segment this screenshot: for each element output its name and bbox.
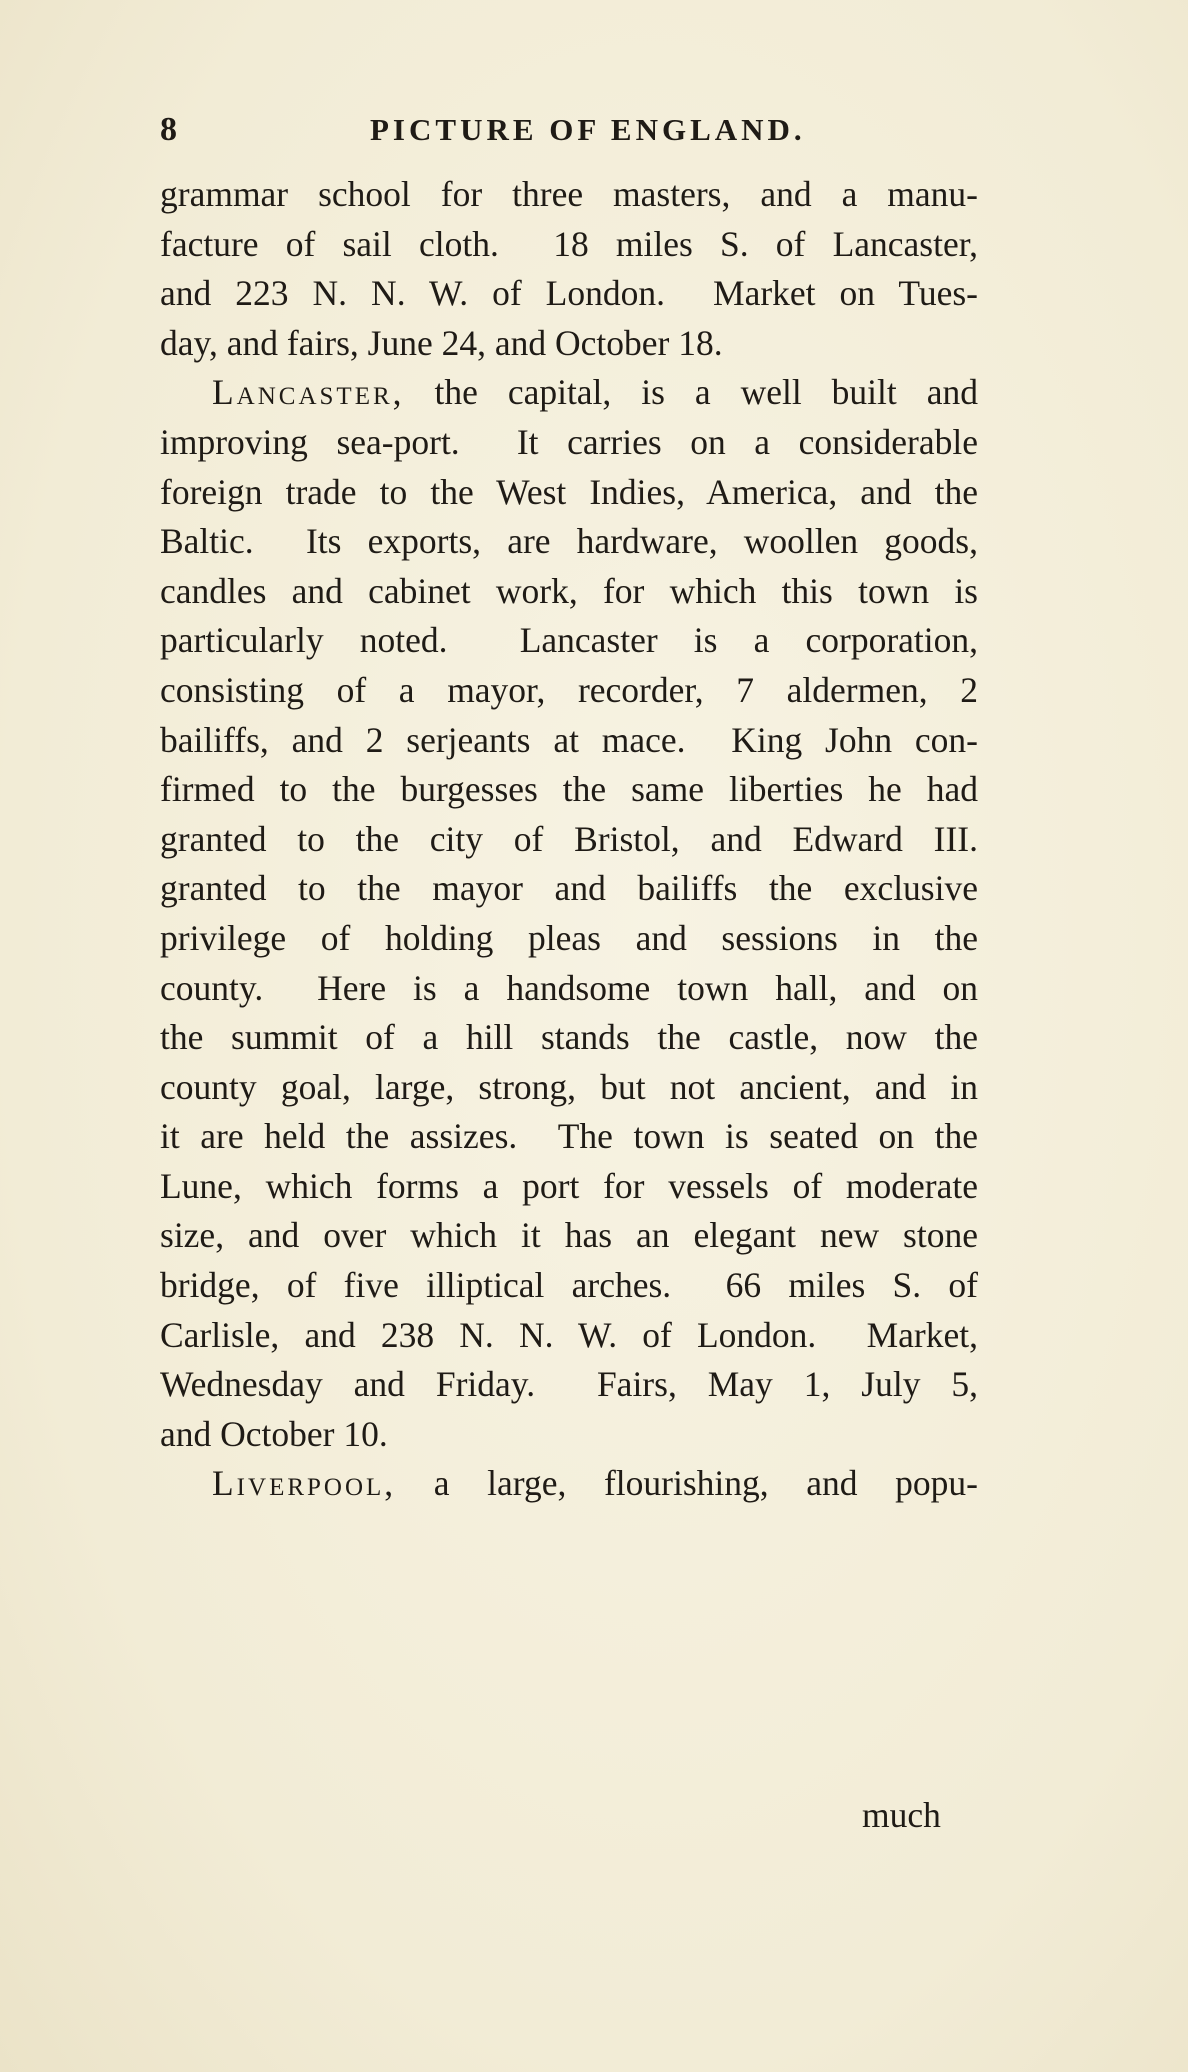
text-line: facture of sail cloth. 18 miles S. of Lancaster, — [160, 223, 978, 264]
text-line-rest: a large, flourishing, and popu- — [396, 1463, 978, 1504]
text-line: bridge, of five illiptical arches. 66 miles S. of — [160, 1265, 978, 1306]
text-line: the summit of a hill stands the castle, now the — [160, 1017, 978, 1058]
text-line: county goal, large, strong, but not ancient, and in — [160, 1066, 978, 1107]
body-text — [160, 170, 978, 1509]
text-line: granted to the city of Bristol, and Edward III. — [160, 818, 978, 859]
text-line: bailiffs, and 2 serjeants at mace. King John con- — [160, 719, 978, 760]
text-line: it are held the assizes. The town is seated on the — [160, 1116, 978, 1157]
text-line: day, and fairs, June 24, and October 18. — [160, 322, 723, 363]
text-line-liverpool — [160, 1459, 978, 1509]
text-line: granted to the mayor and bailiffs the exclusive — [160, 868, 978, 909]
text-line: Wednesday and Friday. Fairs, May 1, July 5, — [160, 1364, 978, 1405]
text-line: candles and cabinet work, for which this town is — [160, 570, 978, 611]
text-line: grammar school for three masters, and a manu- — [160, 174, 978, 214]
text-line: firmed to the burgesses the same liberties he had — [160, 769, 978, 810]
text-line: and 223 N. N. W. of London. Market on Tues- — [160, 273, 978, 314]
text-line-rest: the capital, is a well built and — [404, 372, 978, 413]
text-line: foreign trade to the West Indies, America, and the — [160, 471, 978, 512]
text-line: improving sea-port. It carries on a considerable — [160, 421, 978, 462]
text-line: particularly noted. Lancaster is a corporation, — [160, 620, 978, 661]
text-line-lancaster — [160, 368, 978, 418]
place-name-liverpool: Liverpool, — [212, 1463, 397, 1504]
catchword: much — [862, 1795, 941, 1835]
text-line: size, and over which it has an elegant new stone — [160, 1215, 978, 1256]
text-line: Carlisle, and 238 N. N. W. of London. Market, — [160, 1314, 978, 1355]
place-name-lancaster: Lancaster, — [212, 372, 405, 413]
text-line: county. Here is a handsome town hall, and on — [160, 967, 978, 1008]
text-line: Baltic. Its exports, are hardware, woollen goods, — [160, 521, 978, 562]
text-line: consisting of a mayor, recorder, 7 aldermen, 2 — [160, 669, 978, 710]
text-line: Lune, which forms a port for vessels of moderate — [160, 1165, 978, 1206]
running-head-title: PICTURE OF ENGLAND. — [370, 112, 806, 147]
text-line: privilege of holding pleas and sessions in the — [160, 917, 978, 958]
running-head — [160, 108, 1000, 152]
text-line: and October 10. — [160, 1413, 388, 1454]
page-number: 8 — [160, 111, 177, 148]
